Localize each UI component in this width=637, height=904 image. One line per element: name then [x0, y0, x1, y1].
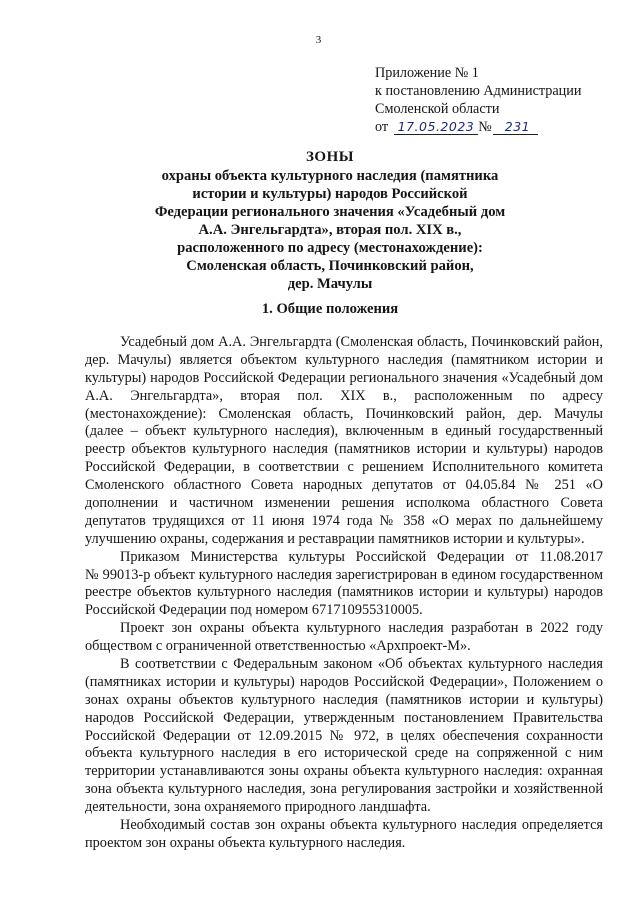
paragraph-line: реестр объектов культурного наследия (памятников истории и культуры) народов [85, 441, 603, 458]
date-prefix: от [375, 119, 389, 135]
paragraph-line: В соответствии с Федеральным законом «Об объектах культурного наследия [120, 656, 603, 673]
document-title [60, 148, 600, 293]
body-text [85, 334, 603, 853]
paragraph-line: Российской Федерации, в соответствии с решением Исполнительного комитета [85, 459, 603, 476]
paragraph-line: дополнении и частичном изменении решения исполкома областного Совета [85, 495, 603, 512]
title-line: Смоленская область, Починковский район, [186, 258, 474, 274]
paragraph-line: Необходимый состав зон охраны объекта культурного наследия определяется [120, 817, 603, 834]
paragraph-line: зонах охраны объектов культурного наследия (памятников истории и культуры) [85, 691, 603, 708]
paragraph [85, 549, 603, 621]
handwritten-number: 231 [493, 120, 538, 135]
page-number: 3 [315, 34, 322, 46]
title-line: истории и культуры) народов Российской [192, 186, 468, 202]
paragraph-line: Проект зон охраны объекта культурного наследия разработан в 2022 году [120, 620, 603, 637]
title-line: охраны объекта культурного наследия (памятника [161, 168, 499, 184]
paragraph-line: деятельности, зона охраняемого природного ландшафта. [85, 799, 431, 816]
paragraph-line: Российской Федерации под номером 671710955310005. [85, 602, 423, 619]
appendix-title: Приложение № 1 [375, 65, 479, 81]
title-line: расположенного по адресу (местонахождение): [177, 240, 483, 256]
paragraph-line: народов Российской Федерации, утвержденным постановлением Правительства [85, 709, 603, 726]
paragraph-line: А.А. Энгельгардта», вторая пол. XIX в., расположенным по адресу [85, 387, 603, 404]
title-line: А.А. Энгельгардта», вторая пол. XIX в., [198, 222, 462, 238]
paragraph [85, 620, 603, 656]
handwritten-date: 17.05.2023 [394, 120, 479, 135]
paragraph-line: Российской Федерации от 12.09.2015 № 972, в целях обеспечения сохранности [85, 727, 603, 744]
paragraph [85, 817, 603, 853]
paragraph-line: улучшению охраны, содержания и реставрации памятников истории и культуры». [85, 530, 585, 547]
paragraph-line: реестре объектов культурного наследия (памятников истории и культуры) народов [85, 584, 603, 601]
paragraph-line: (памятниках истории и культуры) народов Российской Федерации», Положением о [85, 673, 603, 690]
paragraph-line: (местонахождение): Смоленская область, Починковский район, дер. Мачулы [85, 405, 603, 422]
paragraph [85, 656, 603, 817]
paragraph-line: (далее – объект культурного наследия), включенным в единый государственный [85, 423, 603, 440]
paragraph-line: объекта культурного наследия в его исторической среде на сопряженной с ним [85, 745, 603, 762]
title-word: ЗОНЫ [306, 149, 354, 165]
title-line: дер. Мачулы [287, 276, 373, 292]
appendix-block [375, 64, 615, 136]
appendix-line-region: Смоленской области [375, 101, 500, 117]
paragraph-line: территории устанавливаются зоны охраны объекта культурного наследия: охранная [85, 763, 603, 780]
paragraph-line: № 99013-р объект культурного наследия зарегистрирован в едином государственном [85, 566, 603, 583]
paragraph-line: проектом зон охраны объекта культурного наследия. [85, 834, 406, 851]
number-sign: № [478, 119, 492, 135]
paragraph-line: зона объекта культурного наследия, зона регулирования застройки и хозяйственной [85, 781, 603, 798]
appendix-date-line [375, 118, 615, 136]
paragraph-line: депутатов трудящихся от 11 июня 1974 года № 358 «О мерах по дальнейшему [85, 512, 603, 529]
appendix-line-decree: к постановлению Администрации [375, 83, 582, 99]
paragraph-line: Усадебный дом А.А. Энгельгардта (Смоленская область, Починковский район, [120, 334, 603, 350]
paragraph [85, 334, 603, 549]
paragraph-line: Приказом Министерства культуры Российской Федерации от 11.08.2017 [120, 548, 603, 565]
section-heading: 1. Общие положения [261, 301, 399, 317]
paragraph-line: культуры) народов Российской Федерации регионального значения «Усадебный дом [85, 369, 603, 386]
paragraph-line: обществом с ограниченной ответственностью «Архпроект-М». [85, 638, 471, 655]
paragraph-line: дер. Мачулы) является объектом культурного наследия (памятником истории и [85, 351, 603, 368]
paragraph-line: Смоленского областного Совета народных депутатов от 04.05.84 № 251 «О [85, 477, 603, 494]
title-line: Федерации регионального значения «Усадебный дом [154, 204, 506, 220]
